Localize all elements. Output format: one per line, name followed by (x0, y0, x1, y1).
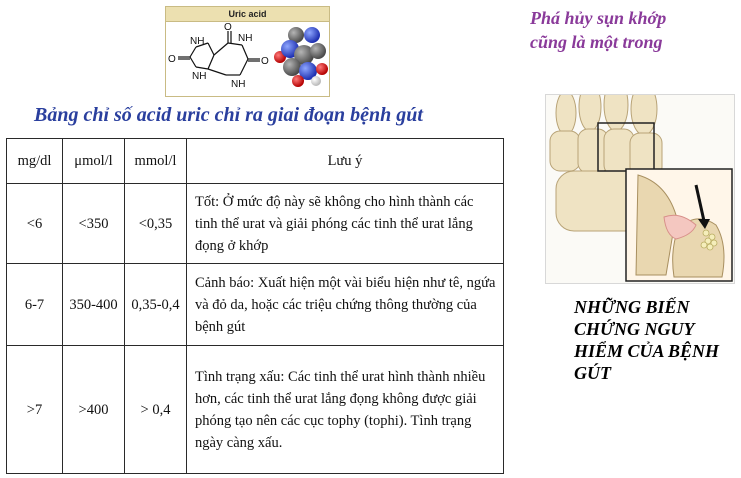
atom-nh-upper: NH (190, 36, 205, 47)
cell-umol: 350-400 (63, 264, 125, 346)
header-umol: μmol/l (63, 139, 125, 184)
uric-acid-figure (165, 6, 330, 97)
atom-nh-lower: NH (192, 71, 207, 82)
uric-acid-figure-title: Uric acid (166, 7, 329, 22)
uric-acid-structure-diagram (168, 23, 272, 95)
cell-note: Tình trạng xấu: Các tinh thể urat hình thành nhiều hơn, các tinh thể urat lắng đọng không được giải phóng tạo nên các cục tophy (tophi). Tình trạng ngày càng xấu. (187, 346, 504, 474)
atom-nh-ring: NH (238, 33, 253, 44)
atom-nh-bottom: NH (231, 79, 246, 90)
table-heading: Bảng chỉ số acid uric chỉ ra giai đoạn bệnh gút (34, 104, 423, 126)
cell-mgdl: 6-7 (7, 264, 63, 346)
table-row (7, 346, 504, 474)
cartilage-damage-caption: Phá hủy sụn khớp cũng là một trong (530, 8, 667, 52)
uric-acid-table (6, 138, 504, 474)
gout-foot-illustration (545, 94, 735, 284)
atom-o-right: O (261, 56, 269, 67)
gout-complications-caption: NHỮNG BIẾN CHỨNG NGUY HIỂM CỦA BỆNH GÚT (574, 297, 720, 383)
table-row (7, 184, 504, 264)
cell-note: Cảnh báo: Xuất hiện một vài biểu hiện như tê, ngứa và đỏ da, hoặc các triệu chứng thông thường của bệnh gút (187, 264, 504, 346)
foot-joint-drawing (546, 95, 734, 283)
header-mgdl: mg/dl (7, 139, 63, 184)
cell-umol: >400 (63, 346, 125, 474)
table-row (7, 264, 504, 346)
atom-o-left: O (168, 54, 176, 65)
cell-mmol: <0,35 (125, 184, 187, 264)
atom-o-top: O (224, 23, 232, 33)
cell-mmol: > 0,4 (125, 346, 187, 474)
cell-note: Tốt: Ở mức độ này sẽ không cho hình thành các tinh thể urat và giải phóng các tinh thể urat lắng đọng ở khớp (187, 184, 504, 264)
cell-mgdl: <6 (7, 184, 63, 264)
uric-acid-space-filling-model (274, 25, 328, 87)
cell-umol: <350 (63, 184, 125, 264)
header-mmol: mmol/l (125, 139, 187, 184)
header-note: Lưu ý (187, 139, 504, 184)
cell-mmol: 0,35-0,4 (125, 264, 187, 346)
cell-mgdl: >7 (7, 346, 63, 474)
table-header-row (7, 139, 504, 184)
